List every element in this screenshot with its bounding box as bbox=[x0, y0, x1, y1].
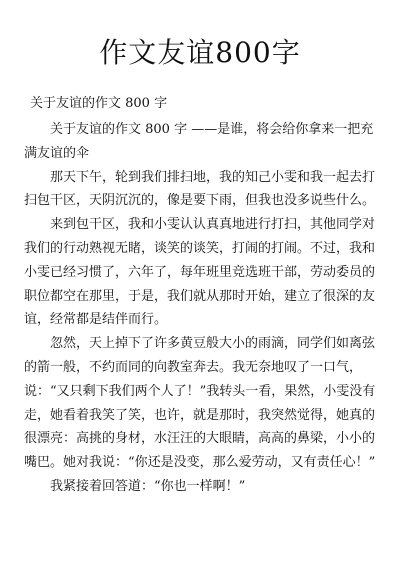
paragraph-cleaning: 来到包干区，我和小雯认认真真地进行打扫，其他同学对我们的行动熟视无睹，谈笑的谈笑，打闹的打闹。不过，我和小雯已经习惯了，六年了，每年班里竞选班干部，劳动委员的职位都空在那里，于是，我们就从那时开始，建立了很深的友谊，经常都是结伴而行。 bbox=[24, 217, 376, 328]
paragraph-afternoon: 那天下午，轮到我们排扫地，我的知己小雯和我一起去打扫包干区，天阴沉沉的，像是要下雨，但我也没多说些什么。 bbox=[24, 169, 376, 209]
paragraph-intro: 关于友谊的作文 800 字 ——是谁，将会给你拿来一把充满友谊的伞 bbox=[24, 122, 374, 161]
paragraph-rain: 忽然，天上掉下了许多黄豆般大小的雨滴，同学们如离弦的箭一般，不约而同的向教室奔去。我无奈地叹了一口气，说：“又只剩下我们两个人了！”我转头一看，果然，小雯没有走，她看着我笑了笑，也许，就是那时，我突然觉得，她真的很漂亮：高挑的身材，水汪汪的大眼睛，高高的鼻梁，小小的嘴巴。她对我说：“你还是没变，那么爱劳动，又有责任心！” bbox=[24, 336, 376, 471]
document-body bbox=[24, 118, 380, 499]
document-title: 作文友谊800字 bbox=[99, 36, 301, 69]
paragraph-reply: 我紧接着回答道：“你也一样啊！” bbox=[50, 478, 246, 494]
document-subtitle: 关于友谊的作文 800 字 bbox=[30, 96, 168, 111]
